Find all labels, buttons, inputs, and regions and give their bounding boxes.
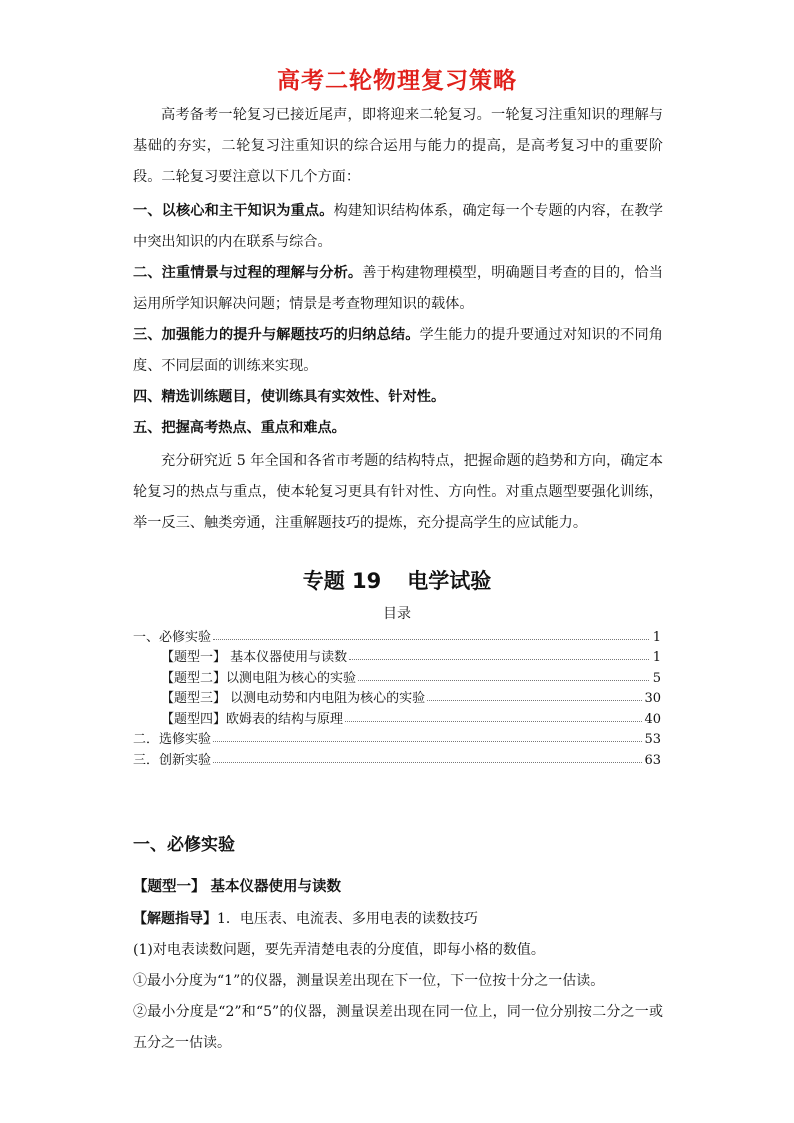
point-3-text: 学生能力的提升要通过对知识的不同角度、不同层面的训练来实现。 — [133, 327, 663, 374]
point-4-heading: 四、精选训练题目，使训练具有实效性、针对性。 — [133, 389, 446, 405]
question-type-heading: 【题型一】 基本仪器使用与读数 — [133, 879, 342, 895]
toc-entry[interactable] — [133, 665, 661, 686]
guide-label: 【解题指导】 — [133, 911, 217, 927]
point-2-heading: 二、注重情景与过程的理解与分析。 — [133, 265, 363, 281]
point-2-text: 善于构建物理模型，明确题目考查的目的，恰当运用所学知识解决问题；情景是考查物理知识的载体。 — [133, 265, 663, 312]
intro-paragraph: 高考备考一轮复习已接近尾声，即将迎来二轮复习。一轮复习注重知识的理解与基础的夯实，二轮复习注重知识的综合运用与能力的提高，是高考复习中的重要阶段。二轮复习要注意以下几个方面： — [133, 107, 663, 185]
toc-leader — [349, 659, 649, 660]
point-5-heading: 五、把握高考热点、重点和难点。 — [133, 420, 346, 436]
section-heading: 一、必修实验 — [133, 835, 235, 855]
point-5 — [133, 413, 663, 444]
table-of-contents — [133, 624, 661, 768]
point-3-heading: 三、加强能力的提升与解题技巧的归纳总结。 — [133, 327, 420, 343]
guide-item: ②最小分度是“2”和“5”的仪器，测量误差出现在同一位上，同一位分别按二分之一或五分之一估读。 — [133, 1004, 663, 1051]
guide-text: 1．电压表、电流表、多用电表的读数技巧 — [217, 911, 478, 927]
point-2 — [133, 258, 663, 320]
point-1 — [133, 196, 663, 258]
toc-leader — [345, 721, 642, 722]
toc-entry-page: 1 — [652, 629, 661, 645]
toc-entry-page: 40 — [644, 711, 661, 727]
toc-entry-page: 53 — [644, 732, 661, 747]
toc-entry-label: 一、必修实验 — [133, 629, 212, 645]
guide-item: (1)对电表读数问题，要先弄清楚电表的分度值，即每小格的数值。 — [133, 942, 545, 958]
toc-leader — [213, 639, 649, 640]
topic-name: 电学试验 — [407, 569, 492, 593]
toc-entry[interactable] — [133, 747, 661, 768]
document-title: 高考二轮物理复习策略 — [277, 68, 517, 94]
toc-leader — [213, 741, 642, 742]
point-4 — [133, 382, 663, 413]
toc-entry-label: 三．创新实验 — [133, 752, 212, 768]
guide-item: ①最小分度为“1”的仪器，测量误差出现在下一位，下一位按十分之一估读。 — [133, 973, 605, 989]
conclusion-paragraph: 充分研究近 5 年全国和各省市考题的结构特点，把握命题的趋势和方向，确定本轮复习的热点与重点，使本轮复习更具有针对性、方向性。对重点题型要强化训练，举一反三、触类旁通，注重解题技巧的提炼，充分提高学生的应试能力。 — [133, 453, 663, 531]
toc-entry[interactable] — [133, 706, 661, 727]
toc-entry-label: 【题型三】 以测电动势和内电阻为核心的实验 — [161, 691, 426, 706]
toc-entry[interactable] — [133, 727, 661, 748]
toc-entry-label: 二．选修实验 — [133, 732, 212, 747]
point-3 — [133, 320, 663, 382]
point-1-text: 构建知识结构体系，确定每一个专题的内容，在教学中突出知识的内在联系与综合。 — [133, 203, 663, 250]
toc-entry-label: 【题型二】以测电阻为核心的实验 — [161, 670, 357, 686]
toc-entry[interactable] — [133, 624, 661, 645]
toc-leader — [358, 680, 649, 681]
toc-entry-label: 【题型四】欧姆表的结构与原理 — [161, 711, 344, 727]
guide-line — [133, 904, 663, 935]
topic-prefix: 专题 19 — [302, 569, 382, 593]
toc-entry[interactable] — [133, 645, 661, 666]
toc-entry[interactable] — [133, 686, 661, 707]
toc-entry-page: 63 — [644, 752, 661, 768]
toc-entry-page: 30 — [644, 691, 661, 706]
toc-entry-page: 5 — [652, 670, 661, 686]
toc-entry-page: 1 — [652, 650, 661, 665]
toc-entry-label: 【题型一】 基本仪器使用与读数 — [161, 650, 348, 665]
toc-leader — [427, 700, 642, 701]
topic-title — [0, 565, 794, 595]
toc-leader — [213, 762, 642, 763]
point-1-heading: 一、以核心和主干知识为重点。 — [133, 203, 334, 219]
toc-heading: 目录 — [383, 606, 411, 622]
